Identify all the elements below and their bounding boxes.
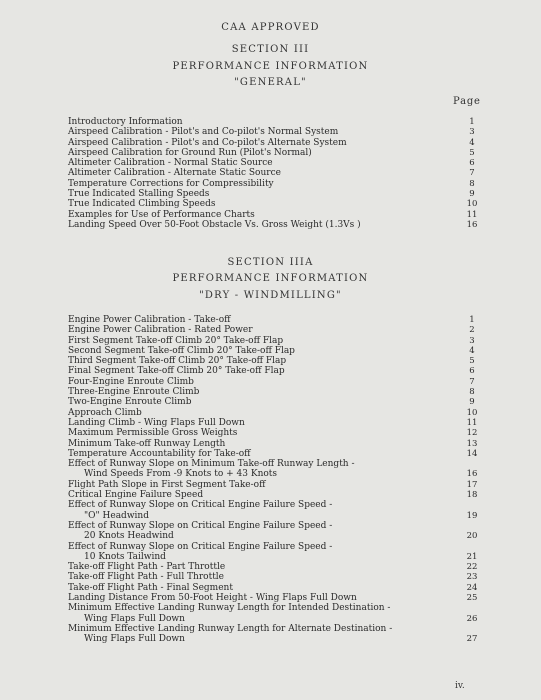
toc-entry-title: Take-off Flight Path - Full Throttle (68, 572, 225, 583)
toc-entry-page: 24 (466, 582, 478, 593)
toc-entry-title: 20 Knots Headwind (84, 531, 174, 542)
toc-entry-title: Minimum Take-off Runway Length (68, 438, 226, 449)
toc-entry-page: 23 (466, 572, 478, 583)
toc-entry-page: 16 (466, 219, 478, 230)
toc-entry-title: Introductory Information (68, 117, 183, 127)
toc-entry-title: Effect of Runway Slope on Critical Engine Failure Speed - (68, 541, 333, 552)
toc-entry-title: Minimum Effective Landing Runway Length for Intended Destination - (68, 603, 391, 614)
toc-entry (68, 220, 478, 230)
toc-entry-title: Take-off Flight Path - Final Segment (68, 582, 233, 593)
toc-entry (68, 387, 478, 397)
toc-entry-title: Engine Power Calibration - Take-off (68, 315, 231, 325)
toc-entry-title: "O" Headwind (84, 510, 149, 521)
toc-entry (68, 127, 478, 137)
toc-entry-title: Engine Power Calibration - Rated Power (68, 325, 253, 336)
toc-entry (68, 583, 478, 593)
toc-entry-title: Flight Path Slope in First Segment Take-off (68, 479, 266, 490)
toc-entry (68, 469, 478, 479)
performance-title-dry: PERFORMANCE INFORMATION (172, 273, 369, 284)
toc-entry-title: Final Segment Take-off Climb 20° Take-off Flap (68, 366, 285, 377)
toc-entry (68, 531, 478, 541)
toc-dry-windmilling-list (68, 315, 478, 645)
toc-entry-title: Temperature Corrections for Compressibility (68, 178, 274, 189)
toc-entry (68, 117, 478, 127)
toc-entry-page: 11 (466, 417, 478, 428)
toc-entry-page: 6 (469, 366, 475, 377)
toc-entry-title: Take-off Flight Path - Part Throttle (68, 562, 226, 573)
toc-entry-title: Wing Flaps Full Down (84, 634, 185, 645)
toc-entry (68, 439, 478, 449)
toc-entry-page: 7 (469, 168, 475, 179)
toc-entry-title: Airspeed Calibration - Pilot's and Co-pilot's Normal System (68, 127, 339, 138)
toc-entry (68, 408, 478, 418)
toc-entry (68, 138, 478, 148)
toc-entry-title: Landing Speed Over 50-Foot Obstacle Vs. Gross Weight (1.3Vs ) (68, 219, 361, 230)
toc-entry-page: 10 (466, 407, 478, 418)
toc-entry-title: True Indicated Stalling Speeds (68, 189, 210, 200)
toc-entry-page: 7 (469, 376, 475, 387)
toc-entry-page: 1 (469, 117, 475, 127)
section-heading-dry: SECTION IIIA (227, 257, 314, 268)
toc-entry (68, 346, 478, 356)
toc-entry-page: 4 (469, 345, 475, 356)
toc-entry-title: First Segment Take-off Climb 20° Take-off Flap (68, 335, 284, 346)
toc-entry (68, 189, 478, 199)
toc-entry (68, 593, 478, 603)
toc-entry-title: Four-Engine Enroute Climb (68, 376, 194, 387)
toc-entry (68, 168, 478, 178)
toc-entry-page: 12 (466, 428, 478, 439)
toc-entry-page: 3 (469, 335, 475, 346)
toc-entry-page: 4 (469, 137, 475, 148)
toc-entry-title: Examples for Use of Performance Charts (68, 209, 255, 220)
toc-entry-title: Landing Climb - Wing Flaps Full Down (68, 417, 245, 428)
approval-heading: CAA APPROVED (221, 22, 320, 33)
toc-entry-page: 18 (466, 490, 478, 501)
subtitle-dry: "DRY - WINDMILLING" (199, 290, 342, 301)
toc-entry (68, 500, 478, 510)
toc-general-list (68, 117, 478, 230)
toc-entry-page: 20 (466, 531, 478, 542)
toc-entry-page: 6 (469, 158, 475, 169)
toc-entry-page: 27 (466, 634, 478, 645)
toc-entry-title: Effect of Runway Slope on Minimum Take-off Runway Length - (68, 459, 355, 470)
toc-entry-page: 5 (469, 147, 475, 158)
toc-entry-page: 3 (469, 127, 475, 138)
toc-entry (68, 158, 478, 168)
toc-entry-page: 17 (466, 479, 478, 490)
toc-entry-title: Third Segment Take-off Climb 20° Take-off Flap (68, 356, 287, 367)
toc-entry-page: 13 (466, 438, 478, 449)
toc-entry-title: Effect of Runway Slope on Critical Engine Failure Speed - (68, 500, 333, 511)
toc-entry-page: 1 (469, 315, 475, 325)
toc-entry-page: 22 (466, 562, 478, 573)
toc-entry (68, 428, 478, 438)
toc-entry-page: 16 (466, 469, 478, 480)
toc-entry (68, 480, 478, 490)
toc-entry (68, 634, 478, 644)
toc-entry (68, 199, 478, 209)
toc-entry-title: Landing Distance From 50-Foot Height - Wing Flaps Full Down (68, 593, 357, 604)
toc-entry (68, 572, 478, 582)
toc-entry-page: 25 (466, 593, 478, 604)
toc-entry-title: 10 Knots Tailwind (84, 551, 166, 562)
toc-entry (68, 148, 478, 158)
toc-entry (68, 542, 478, 552)
toc-entry-page: 2 (469, 325, 475, 336)
performance-title-general: PERFORMANCE INFORMATION (172, 61, 369, 72)
toc-entry (68, 624, 478, 634)
toc-entry (68, 325, 478, 335)
toc-entry (68, 336, 478, 346)
toc-entry (68, 552, 478, 562)
toc-entry-title: True Indicated Climbing Speeds (68, 199, 216, 210)
toc-entry (68, 459, 478, 469)
toc-entry-title: Minimum Effective Landing Runway Length for Alternate Destination - (68, 623, 393, 634)
toc-entry-title: Wind Speeds From -9 Knots to + 43 Knots (84, 469, 278, 480)
toc-entry-title: Maximum Permissible Gross Weights (68, 428, 238, 439)
toc-entry (68, 490, 478, 500)
toc-entry-page: 26 (466, 613, 478, 624)
toc-entry (68, 179, 478, 189)
toc-entry-title: Three-Engine Enroute Climb (68, 387, 200, 398)
toc-entry-page: 14 (466, 448, 478, 459)
page-number: iv. (455, 681, 465, 691)
toc-entry-page: 19 (466, 510, 478, 521)
toc-entry-title: Altimeter Calibration - Normal Static Source (68, 158, 273, 169)
toc-entry-title: Airspeed Calibration for Ground Run (Pilot's Normal) (68, 147, 312, 158)
toc-entry (68, 603, 478, 613)
toc-entry (68, 521, 478, 531)
toc-entry-page: 11 (466, 209, 478, 220)
toc-entry (68, 449, 478, 459)
toc-entry-page: 10 (466, 199, 478, 210)
toc-entry (68, 366, 478, 376)
toc-entry-title: Effect of Runway Slope on Critical Engine Failure Speed - (68, 520, 333, 531)
toc-entry (68, 418, 478, 428)
toc-entry-page: 8 (469, 387, 475, 398)
toc-entry-page: 8 (469, 178, 475, 189)
toc-entry (68, 614, 478, 624)
toc-entry (68, 562, 478, 572)
toc-entry (68, 377, 478, 387)
toc-entry-page: 9 (469, 189, 475, 200)
toc-entry (68, 210, 478, 220)
section-heading-general: SECTION III (231, 44, 310, 55)
toc-entry (68, 397, 478, 407)
toc-entry (68, 511, 478, 521)
toc-entry-title: Second Segment Take-off Climb 20° Take-off Flap (68, 345, 295, 356)
toc-entry-page: 5 (469, 356, 475, 367)
toc-entry-title: Approach Climb (68, 407, 142, 418)
toc-entry-title: Airspeed Calibration - Pilot's and Co-pilot's Alternate System (68, 137, 347, 148)
toc-entry-title: Wing Flaps Full Down (84, 613, 185, 624)
page-column-label: Page (453, 96, 481, 107)
toc-entry-title: Critical Engine Failure Speed (68, 490, 204, 501)
toc-entry-title: Altimeter Calibration - Alternate Static Source (68, 168, 281, 179)
toc-entry-title: Temperature Accountability for Take-off (68, 448, 251, 459)
subtitle-general: "GENERAL" (234, 77, 307, 88)
toc-entry-page: 21 (466, 551, 478, 562)
toc-entry (68, 315, 478, 325)
toc-entry-title: Two-Engine Enroute Climb (68, 397, 192, 408)
toc-entry-page: 9 (469, 397, 475, 408)
toc-entry (68, 356, 478, 366)
